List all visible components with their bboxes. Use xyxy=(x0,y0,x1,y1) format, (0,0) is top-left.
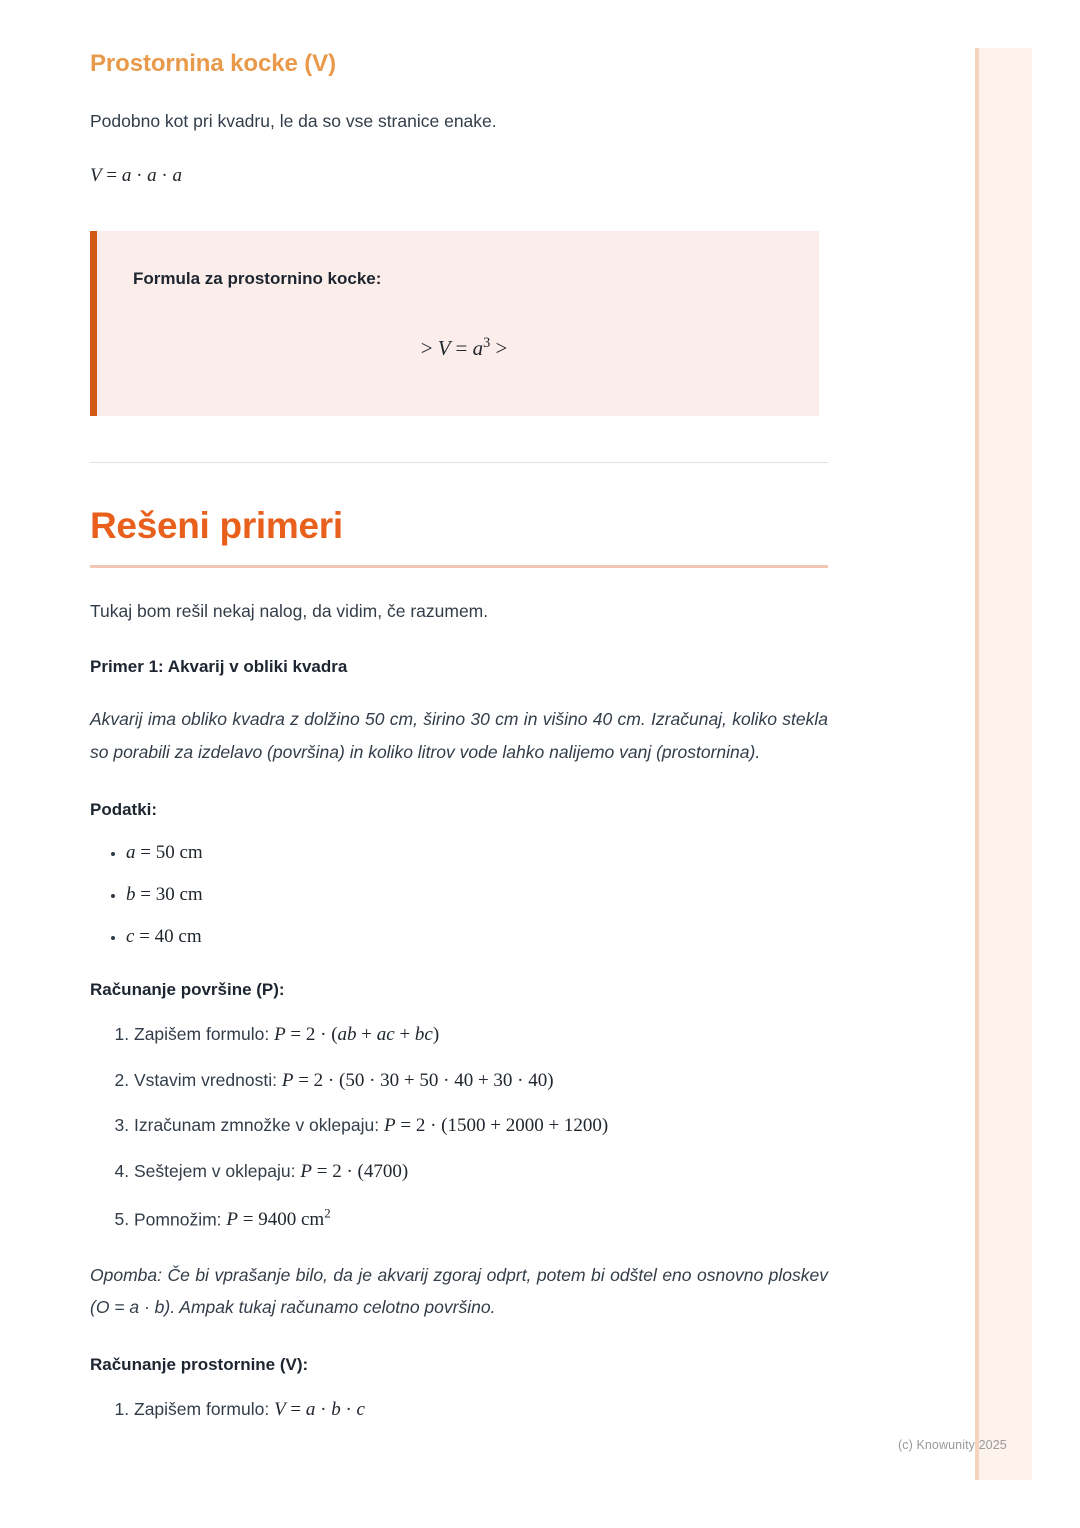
area-step-2-text: Vstavim vrednosti: xyxy=(134,1069,277,1090)
volume-step-1-text: Zapišem formulo: xyxy=(134,1399,270,1420)
callout-formula-exponent: 3 xyxy=(483,335,491,352)
callout-formula-lhs: V xyxy=(437,336,451,361)
cube-intro-paragraph: Podobno kot pri kvadru, le da so vse stranice enake. xyxy=(90,111,497,131)
given-data-label: Podatki: xyxy=(90,800,158,819)
area-step-5-math: P = 9400 $cm^2$ xyxy=(226,1205,331,1230)
example-1-problem-statement: Akvarij ima obliko kvadra z dolžino 50 cm, širino 30 cm in višino 40 cm. Izračunaj, koliko stekla so porabili za izdelavo (površina) in koliko litrov vode lahko nalijemo vanj (prostornina). xyxy=(90,709,828,762)
volume-calculation-steps xyxy=(90,1397,828,1423)
heading-underline-rule xyxy=(90,565,828,568)
examples-intro-paragraph: Tukaj bom rešil nekaj nalog, da vidim, če razumem. xyxy=(90,601,489,622)
given-data-list xyxy=(90,842,828,948)
list-item xyxy=(134,1205,828,1233)
data-value-a: 50 cm xyxy=(155,842,203,863)
volume-calculation-label: Računanje prostornine (V): xyxy=(90,1355,309,1375)
data-eq-b: = xyxy=(140,884,151,905)
callout-formula-rhs xyxy=(473,336,491,360)
callout-formula-left-gt: > xyxy=(420,336,433,361)
list-item xyxy=(134,1068,828,1094)
list-item xyxy=(134,1397,828,1423)
area-calculation-label: Računanje površine (P): xyxy=(90,980,285,999)
data-symbol-b: b xyxy=(126,884,136,905)
callout-formula xyxy=(133,335,795,361)
data-value-c: 40 cm xyxy=(154,926,202,947)
area-step-2-math: P = 2 · (50 · 30 + 50 · 40 + 30 · 40) xyxy=(281,1069,554,1091)
callout-formula-base: a xyxy=(472,336,484,361)
callout-formula-equals: = xyxy=(455,336,468,361)
list-item xyxy=(134,1022,828,1048)
document-content xyxy=(90,0,828,1423)
area-step-3-text: Izračunam zmnožke v oklepaju: xyxy=(134,1115,380,1136)
area-step-5-text: Pomnožim: xyxy=(134,1208,222,1229)
data-symbol-a: a xyxy=(126,842,136,863)
data-value-b: 30 cm xyxy=(155,884,203,905)
area-step-3-math: P = 2 · (1500 + 2000 + 1200) xyxy=(384,1115,609,1137)
cube-inline-formula xyxy=(90,165,828,187)
formula-v-equals-a-a-a: V = a · a · a xyxy=(90,165,182,187)
list-item xyxy=(126,884,828,906)
copyright-watermark: (c) Knowunity 2025 xyxy=(898,1438,1007,1452)
area-calculation-steps xyxy=(90,1022,828,1233)
page-title-solved-examples: Rešeni primeri xyxy=(90,505,343,547)
callout-formula-right-gt: > xyxy=(495,336,508,361)
callout-title: Formula za prostornino kocke: xyxy=(133,269,382,289)
data-symbol-c: c xyxy=(126,926,135,947)
area-note-paragraph: Opomba: Če bi vprašanje bilo, da je akvarij zgoraj odprt, potem bi odštel eno osnovno ploskev (O = a · b). Ampak tukaj računamo celotno površino. xyxy=(90,1264,828,1317)
list-item xyxy=(126,842,828,864)
area-step-1-math: P = 2 · (ab + ac + bc) xyxy=(274,1024,440,1045)
data-eq-a: = xyxy=(140,842,151,863)
list-item xyxy=(126,926,828,948)
example-1-title: Primer 1: Akvarij v obliki kvadra xyxy=(90,657,348,677)
volume-step-1-math: V = a · b · c xyxy=(274,1399,365,1421)
formula-callout-box xyxy=(90,231,819,416)
area-step-4-text: Seštejem v oklepaju: xyxy=(134,1160,296,1181)
section-heading-cube-volume: Prostornina kocke (V) xyxy=(90,50,336,77)
area-step-4-math: P = 2 · (4700) xyxy=(300,1160,409,1182)
list-item xyxy=(134,1113,828,1139)
area-step-1-text: Zapišem formulo: xyxy=(134,1024,270,1044)
list-item xyxy=(134,1159,828,1185)
data-eq-c: = xyxy=(139,926,150,947)
